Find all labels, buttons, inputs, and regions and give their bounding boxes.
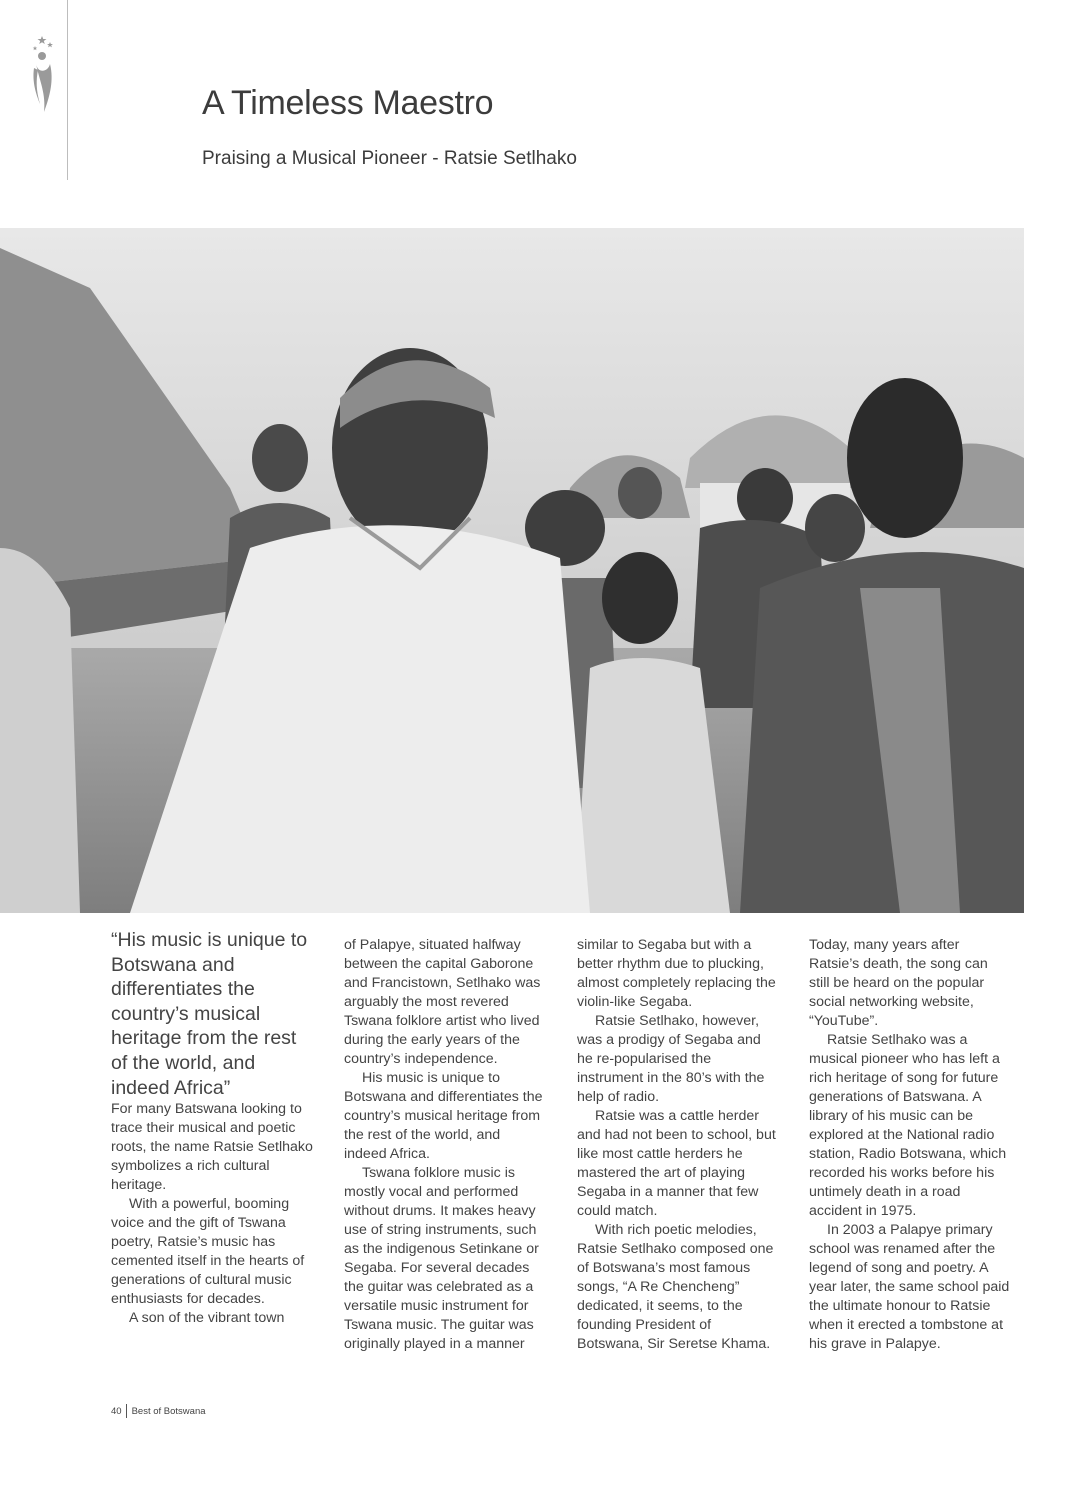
- paragraph: His music is unique to Botswana and differentiates the country’s musical heritage from the rest of the world, and indeed Africa.: [344, 1070, 543, 1162]
- header-vertical-rule: [67, 0, 68, 180]
- paragraph: For many Batswana looking to trace their musical and poetic roots, the name Ratsie Setlhako symbolizes a rich cultural heritage.: [111, 1101, 313, 1194]
- text-column-4: [809, 936, 1011, 1354]
- publication-logo-icon: [30, 34, 58, 114]
- photo-illustration: [0, 228, 1024, 913]
- paragraph: Tswana folklore music is mostly vocal and performed without drums. It makes heavy use of string instruments, such as the indigenous Setinkane or Segaba. For several decades the guitar was celebrated as a versatile music instrument for Tswana music. The guitar was originally played in a manner: [344, 1165, 539, 1352]
- text-column-2: [344, 936, 546, 1354]
- paragraph: Ratsie Setlhako was a musical pioneer who has left a rich heritage of song for future generations of Batswana. A library of his music can be explored at the National radio station, Radio Botswana, which recorded his works before his untimely death in a road accident in 1975.: [809, 1032, 1007, 1219]
- footer-divider: [126, 1404, 127, 1418]
- paragraph: In 2003 a Palapye primary school was renamed after the legend of song and poetry. A year later, the same school paid the ultimate honour to Ratsie when it erected a tombstone at his grave in Palapye.: [809, 1222, 1010, 1352]
- text-column-1: [111, 928, 313, 1328]
- paragraph: similar to Segaba but with a better rhythm due to plucking, almost completely replacing the violin-like Segaba.: [577, 937, 776, 1010]
- paragraph: With rich poetic melodies, Ratsie Setlhako composed one of Botswana’s most famous songs, “A Re Chencheng” dedicated, it seems, to the founding President of Botswana, Sir Seretse Khama.: [577, 1222, 774, 1352]
- paragraph: With a powerful, booming voice and the gift of Tswana poetry, Ratsie’s music has cemented itself in the hearts of generations of cultural music enthusiasts for decades.: [111, 1196, 305, 1308]
- page-number: 40: [111, 1405, 122, 1417]
- paragraph: A son of the vibrant town: [129, 1310, 285, 1327]
- paragraph: Today, many years after Ratsie’s death, the song can still be heard on the popular social networking website, “YouTube”.: [809, 937, 988, 1029]
- paragraph: Ratsie Setlhako, however, was a prodigy of Segaba and he re-popularised the instrument in the 80’s with the help of radio.: [577, 1013, 765, 1105]
- paragraph: Ratsie was a cattle herder and had not been to school, but like most cattle herders he mastered the art of playing Segaba in a manner that few could match.: [577, 1108, 776, 1219]
- pull-quote: “His music is unique to Botswana and differentiates the country’s musical heritage from the rest of the world, and indeed Africa”: [111, 929, 308, 1099]
- article-title: A Timeless Maestro: [202, 84, 494, 122]
- page-footer: [111, 1404, 206, 1418]
- text-column-3: [577, 936, 779, 1354]
- publication-name: Best of Botswana: [131, 1405, 206, 1417]
- article-photo: [0, 228, 1024, 913]
- paragraph: of Palapye, situated halfway between the capital Gaborone and Francistown, Setlhako was arguably the most revered Tswana folklore artist who lived during the early years of the country’s independence.: [344, 937, 541, 1067]
- article-subtitle: Praising a Musical Pioneer - Ratsie Setlhako: [202, 148, 577, 169]
